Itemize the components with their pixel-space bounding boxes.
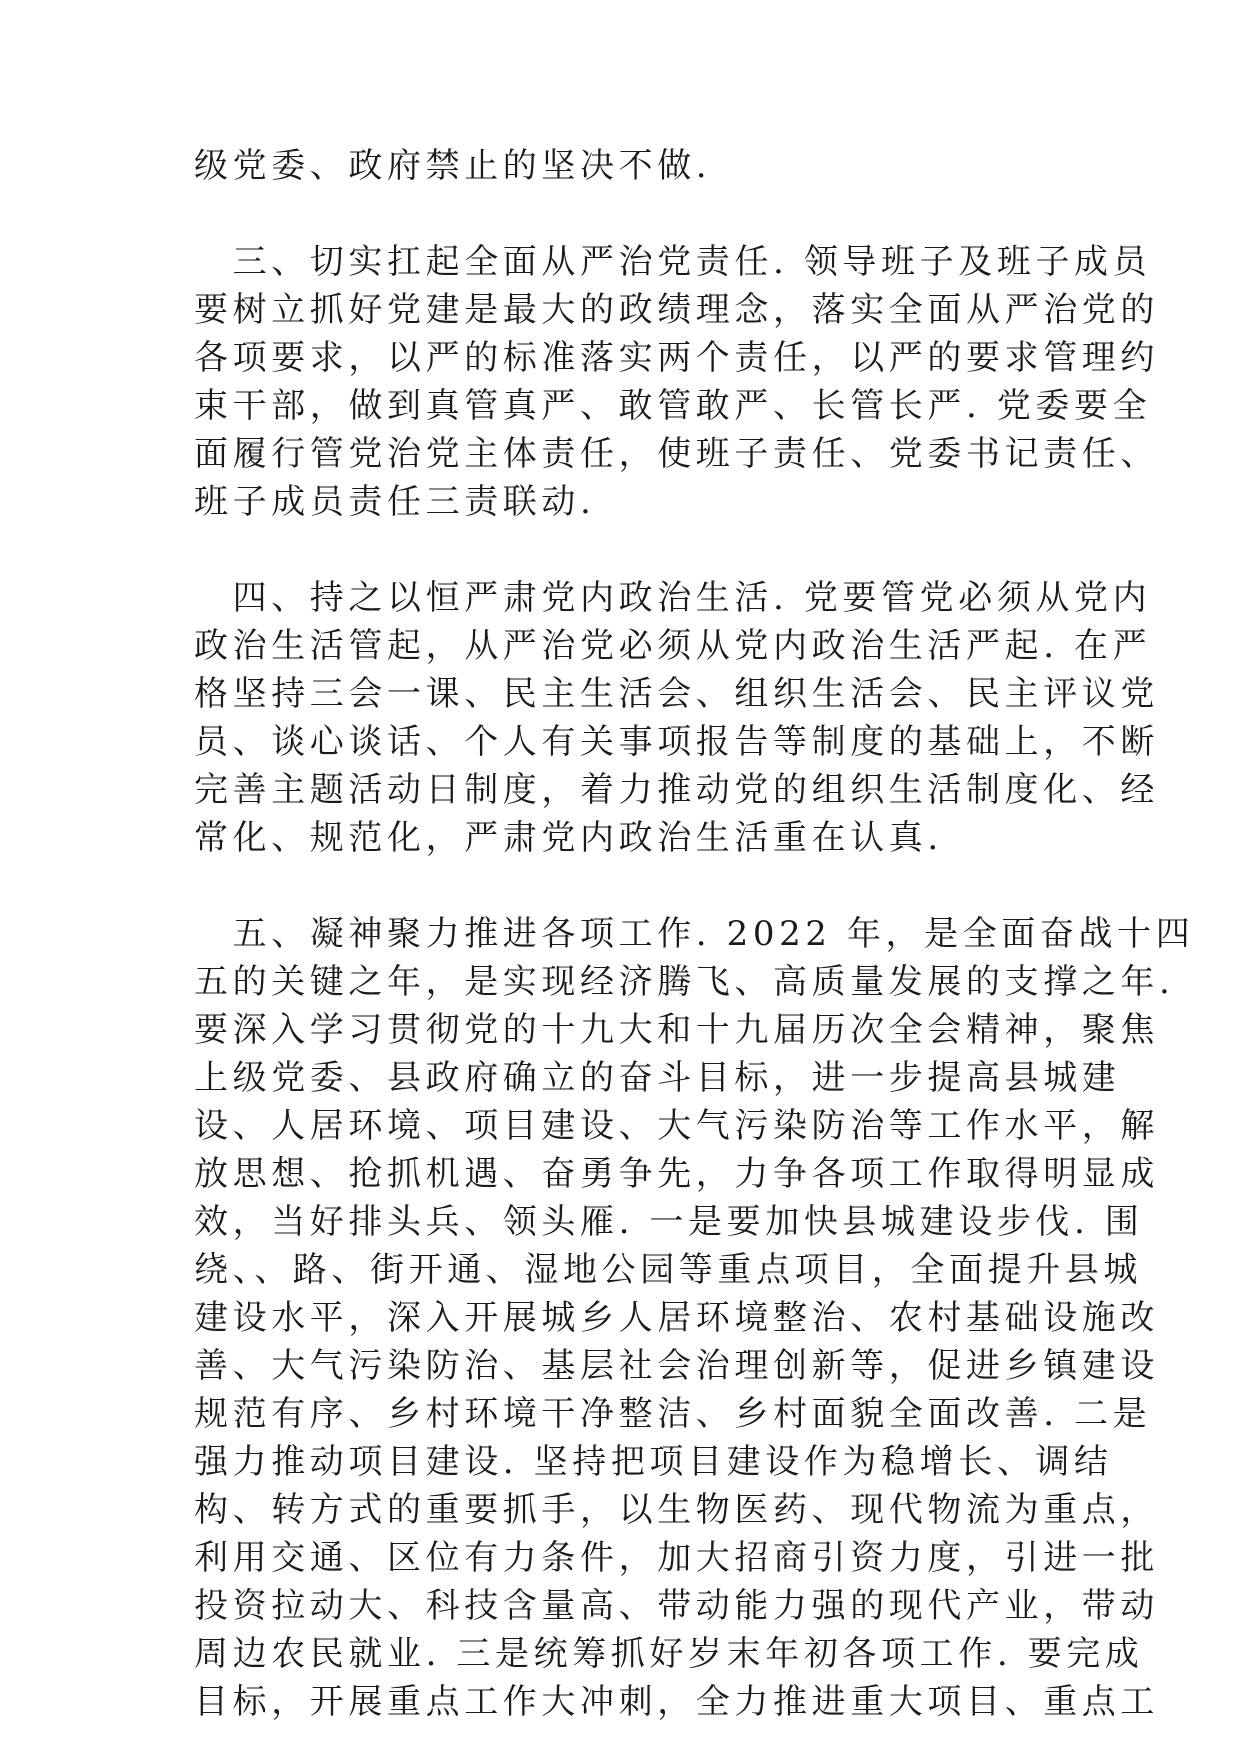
text-line: 设、人居环境、项目建设、大气污染防治等工作水平，解 [194, 1106, 1159, 1146]
text-line: 规范有序、乡村环境干净整洁、乡村面貌全面改善. 二是 [194, 1394, 1152, 1434]
text-line: 绕、、路、街开通、湿地公园等重点项目，全面提升县城 [194, 1250, 1142, 1290]
text-line: 建设水平，深入开展城乡人居环境整治、农村基础设施改 [194, 1298, 1159, 1338]
text-line: 常化、规范化，严肃党内政治生活重在认真. [194, 818, 943, 858]
text-line: 各项要求，以严的标准落实两个责任，以严的要求管理约 [194, 338, 1159, 378]
text-line: 强力推动项目建设. 坚持把项目建设作为稳增长、调结 [194, 1442, 1113, 1482]
text-line: 上级党委、县政府确立的奋斗目标，进一步提高县城建 [194, 1058, 1121, 1098]
text-line: 放思想、抢抓机遇、奋勇争先，力争各项工作取得明显成 [194, 1154, 1159, 1194]
text-line: 投资拉动大、科技含量高、带动能力强的现代产业，带动 [194, 1586, 1159, 1626]
text-line: 构、转方式的重要抓手，以生物医药、现代物流为重点， [194, 1490, 1159, 1530]
text-line: 善、大气污染防治、基层社会治理创新等，促进乡镇建设 [194, 1346, 1159, 1386]
text-line: 完善主题活动日制度，着力推动党的组织生活制度化、经 [194, 770, 1159, 810]
text-line: 格坚持三会一课、民主生活会、组织生活会、民主评议党 [194, 674, 1159, 714]
text-line: 员、谈心谈话、个人有关事项报告等制度的基础上，不断 [194, 722, 1159, 762]
text-line: 周边农民就业. 三是统筹抓好岁末年初各项工作. 要完成 [194, 1634, 1144, 1674]
text-line: 级党委、政府禁止的坚决不做. [194, 146, 712, 186]
text-line: 要深入学习贯彻党的十九大和十九届历次全会精神，聚焦 [194, 1010, 1159, 1050]
text-line: 束干部，做到真管真严、敢管敢严、长管长严. 党委要全 [194, 386, 1152, 426]
text-line: 效，当好排头兵、领头雁. 一是要加快县城建设步伐. 围 [194, 1202, 1144, 1242]
text-line: 要树立抓好党建是最大的政绩理念，落实全面从严治党的 [194, 290, 1159, 330]
text-line: 利用交通、区位有力条件，加大招商引资力度，引进一批 [194, 1538, 1159, 1578]
document-body [194, 142, 1195, 1726]
text-line: 目标，开展重点工作大冲刺，全力推进重大项目、重点工 [194, 1682, 1159, 1722]
text-line: 班子成员责任三责联动. [194, 482, 596, 522]
text-line: 政治生活管起，从严治党必须从党内政治生活严起. 在严 [194, 626, 1152, 666]
text-line: 五、凝神聚力推进各项工作. 2022 年，是全面奋战十四 [194, 914, 1195, 954]
paragraph-gap [194, 526, 1054, 574]
text-line: 五的关键之年，是实现经济腾飞、高质量发展的支撑之年. [194, 962, 1175, 1002]
text-line: 面履行管党治党主体责任，使班子责任、党委书记责任、 [194, 434, 1159, 474]
text-line: 三、切实扛起全面从严治党责任. 领导班子及班子成员 [194, 242, 1152, 282]
paragraph-gap [194, 190, 1054, 238]
text-line: 四、持之以恒严肃党内政治生活. 党要管党必须从党内 [194, 578, 1152, 618]
paragraph-gap [194, 862, 1054, 910]
